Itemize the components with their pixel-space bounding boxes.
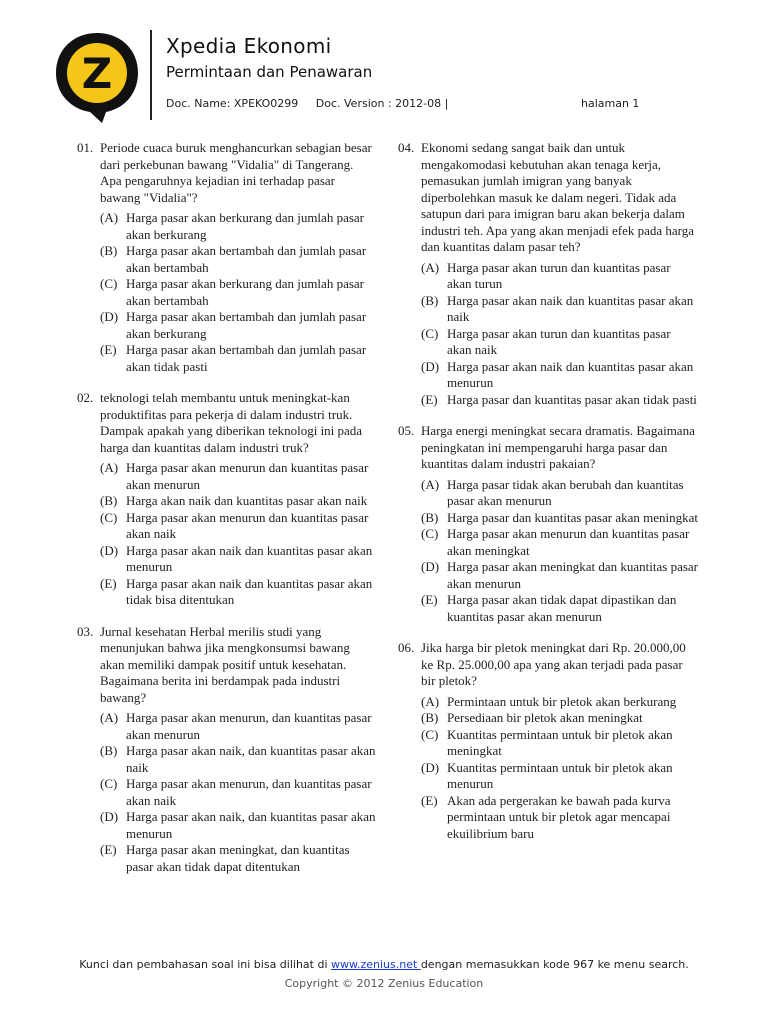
answer-option: [421, 793, 698, 843]
option-letter: (D): [100, 542, 119, 558]
answer-option: [421, 526, 698, 559]
option-text: Harga pasar akan menurun dan kuantitas pasar akan naik: [126, 509, 369, 541]
answer-option: [421, 760, 698, 793]
option-letter: (B): [421, 509, 439, 525]
option-text: Harga pasar dan kuantitas pasar akan meningkat: [447, 509, 698, 525]
answer-option: [421, 392, 698, 409]
option-text: Harga pasar akan naik dan kuantitas pasar akan menurun: [447, 358, 694, 390]
option-text: Harga pasar akan berkurang dan jumlah pasar akan bertambah: [126, 276, 364, 308]
zenius-link[interactable]: www.zenius.net: [331, 958, 421, 971]
answer-option: [100, 276, 377, 309]
document-subtitle: Permintaan dan Penawaran: [166, 63, 373, 81]
answer-option: [100, 543, 377, 576]
answer-options: [421, 260, 698, 409]
answer-option: [421, 260, 698, 293]
option-text: Persediaan bir pletok akan meningkat: [447, 710, 643, 725]
footer-text-before: Kunci dan pembahasan soal ini bisa dilihat di: [79, 958, 332, 971]
option-text: Harga pasar akan bertambah dan jumlah pasar akan tidak pasti: [126, 342, 367, 374]
answer-option: [421, 694, 698, 711]
option-text: Harga pasar akan tidak dapat dipastikan dan kuantitas pasar akan menurun: [447, 592, 677, 624]
option-letter: (A): [421, 476, 440, 492]
answer-option: [100, 710, 377, 743]
footer-note: [0, 958, 768, 971]
answer-option: [100, 309, 377, 342]
option-text: Harga pasar akan turun dan kuantitas pasar akan turun: [447, 259, 671, 291]
option-text: Harga pasar akan meningkat dan kuantitas pasar akan menurun: [447, 559, 698, 591]
answer-options: [100, 460, 377, 609]
answer-option: [100, 460, 377, 493]
question-number: 03.: [77, 623, 94, 639]
question-number: 02.: [77, 390, 94, 405]
answer-option: [100, 776, 377, 809]
option-letter: (B): [421, 710, 439, 725]
option-text: Harga pasar akan bertambah dan jumlah pasar akan bertambah: [126, 243, 367, 275]
header-divider: [150, 30, 152, 120]
doc-version: Doc. Version : 2012-08 |: [315, 97, 449, 110]
question-text: Periode cuaca buruk menghancurkan sebagian besar dari perkebunan bawang "Vidalia" di Tangerang. Apa pengaruhnya kejadian ini terhadap pasar bawang "Vidalia"?: [100, 140, 372, 205]
option-text: Harga pasar tidak akan berubah dan kuantitas pasar akan menurun: [447, 476, 684, 508]
question-03: [77, 624, 377, 876]
answer-option: [100, 210, 377, 243]
answer-option: [100, 842, 377, 875]
page-number: halaman 1: [581, 97, 640, 110]
option-letter: (A): [100, 460, 119, 475]
question-text: Jurnal kesehatan Herbal merilis studi yang menunjukan bahwa jika mengkonsumsi bawang akan memiliki dampak positif untuk kesehatan. Bagaimana berita ini berdampak pada industri bawang?: [100, 623, 350, 705]
question-01: [77, 140, 377, 375]
answer-options: [421, 477, 698, 626]
question-number: 05.: [398, 423, 415, 438]
option-text: Harga pasar akan menurun, dan kuantitas pasar akan naik: [126, 776, 372, 808]
document-title: Xpedia Ekonomi: [166, 34, 332, 58]
option-text: Permintaan untuk bir pletok akan berkurang: [447, 693, 677, 709]
question-text: teknologi telah membantu untuk meningkat-kan produktifitas para pekerja di dalam industri truk. Dampak apakah yang diberikan teknologi ini pada harga dan kuantitas dalam industri truk?: [100, 390, 363, 455]
question-number: 01.: [77, 140, 94, 155]
option-text: Harga akan naik dan kuantitas pasar akan naik: [126, 493, 368, 508]
option-text: Harga pasar akan naik, dan kuantitas pasar akan menurun: [126, 809, 376, 841]
question-row: [77, 390, 377, 456]
option-letter: (D): [421, 559, 440, 574]
option-letter: (C): [421, 726, 439, 742]
option-text: Kuantitas permintaan untuk bir pletok akan menurun: [447, 759, 673, 791]
doc-name: Doc. Name: XPEKO0299: [166, 97, 299, 110]
answer-option: [421, 510, 698, 527]
answer-option: [100, 493, 377, 510]
doc-meta: [166, 97, 448, 110]
answer-option: [421, 359, 698, 392]
answer-options: [100, 710, 377, 875]
option-text: Harga pasar akan naik dan kuantitas pasar akan tidak bisa ditentukan: [126, 575, 373, 607]
option-letter: (B): [421, 292, 439, 308]
option-text: Harga pasar akan meningkat, dan kuantitas pasar akan tidak dapat ditentukan: [126, 842, 350, 874]
option-letter: (B): [100, 243, 118, 258]
question-text: Jika harga bir pletok meningkat dari Rp. 20.000,00 ke Rp. 25.000,00 apa yang akan terjadi pada pasar bir pletok?: [421, 640, 686, 688]
option-text: Harga pasar akan menurun dan kuantitas pasar akan meningkat: [447, 526, 690, 558]
option-letter: (D): [100, 809, 119, 824]
question-04: [398, 140, 698, 408]
answer-option: [100, 809, 377, 842]
option-letter: (C): [100, 276, 118, 291]
option-letter: (E): [100, 575, 117, 591]
answer-option: [100, 243, 377, 276]
answer-option: [421, 559, 698, 592]
answer-options: [421, 694, 698, 843]
zenius-logo: [52, 30, 142, 125]
answer-option: [100, 342, 377, 375]
option-letter: (B): [100, 493, 118, 508]
answer-option: [100, 510, 377, 543]
question-05: [398, 423, 698, 625]
option-text: Harga pasar akan naik dan kuantitas pasar akan naik: [447, 292, 694, 324]
option-letter: (C): [100, 776, 118, 791]
answer-option: [421, 326, 698, 359]
question-text: Ekonomi sedang sangat baik dan untuk mengakomodasi kebutuhan akan tenaga kerja, pemasukan jumlah imigran yang banyak diperbolehkan masuk ke dalam negeri. Tidak ada satupun dari para imigran baru akan bekerja dalam industri teh. Apa yang akan menjadi efek pada harga dan kuantitas dalam pasar teh?: [421, 140, 695, 254]
option-letter: (C): [421, 325, 439, 341]
option-letter: (A): [421, 693, 440, 709]
option-letter: (E): [421, 792, 438, 808]
option-letter: (A): [100, 710, 119, 725]
question-row: [77, 624, 377, 707]
option-letter: (D): [421, 358, 440, 374]
answer-option: [421, 710, 698, 727]
question-row: [77, 140, 377, 206]
question-row: [398, 423, 698, 473]
option-letter: (C): [421, 526, 439, 541]
answer-option: [100, 743, 377, 776]
option-letter: (A): [421, 259, 440, 275]
option-letter: (E): [100, 342, 117, 357]
left-column: [77, 140, 377, 890]
option-text: Kuantitas permintaan untuk bir pletok akan meningkat: [447, 726, 673, 758]
answer-option: [100, 576, 377, 609]
option-letter: (E): [421, 592, 438, 607]
option-text: Akan ada pergerakan ke bawah pada kurva permintaan untuk bir pletok agar mencapai ekuilibrium baru: [447, 792, 671, 841]
question-row: [398, 140, 698, 256]
option-text: Harga pasar dan kuantitas pasar akan tidak pasti: [447, 391, 697, 407]
option-letter: (D): [100, 309, 119, 324]
answer-option: [421, 477, 698, 510]
answer-option: [421, 727, 698, 760]
question-02: [77, 390, 377, 609]
question-text: Harga energi meningkat secara dramatis. Bagaimana peningkatan ini mempengaruhi harga pasar dan kuantitas dalam industri pakaian?: [421, 423, 695, 471]
option-letter: (C): [100, 509, 118, 525]
option-text: Harga pasar akan bertambah dan jumlah pasar akan berkurang: [126, 309, 367, 341]
question-06: [398, 640, 698, 842]
question-number: 04.: [398, 140, 415, 155]
option-text: Harga pasar akan berkurang dan jumlah pasar akan berkurang: [126, 210, 364, 242]
answer-options: [100, 210, 377, 375]
option-text: Harga pasar akan turun dan kuantitas pasar akan naik: [447, 325, 671, 357]
footer-text-after: dengan memasukkan kode 967 ke menu search.: [420, 958, 689, 971]
option-text: Harga pasar akan menurun, dan kuantitas pasar akan menurun: [126, 710, 372, 742]
question-row: [398, 640, 698, 690]
copyright: Copyright © 2012 Zenius Education: [284, 977, 484, 990]
answer-option: [421, 592, 698, 625]
option-text: Harga pasar akan naik, dan kuantitas pasar akan naik: [126, 743, 376, 775]
option-text: Harga pasar akan naik dan kuantitas pasar akan menurun: [126, 542, 373, 574]
option-letter: (E): [421, 391, 438, 407]
option-letter: (D): [421, 759, 440, 775]
option-letter: (A): [100, 210, 119, 225]
answer-option: [421, 293, 698, 326]
question-number: 06.: [398, 640, 415, 655]
right-column: [398, 140, 698, 857]
option-text: Harga pasar akan menurun dan kuantitas pasar akan menurun: [126, 460, 369, 492]
option-letter: (B): [100, 743, 118, 758]
option-letter: (E): [100, 842, 117, 857]
logo-letter: Z: [81, 49, 113, 98]
